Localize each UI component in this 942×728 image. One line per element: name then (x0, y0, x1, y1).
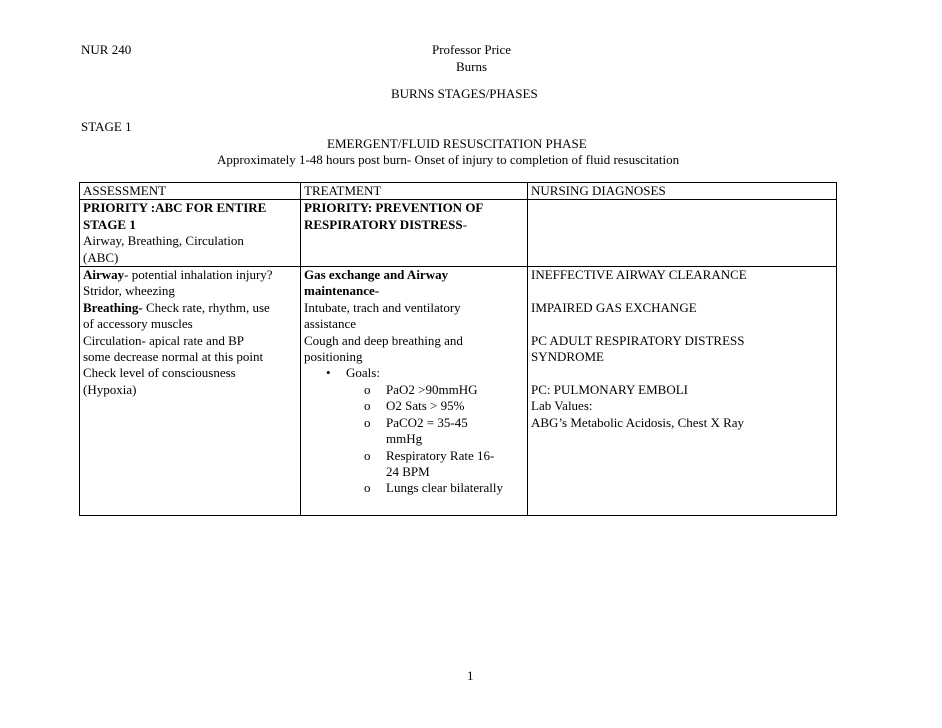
treatment-intubate-cont: assistance (304, 316, 356, 332)
hypoxia-text: (Hypoxia) (83, 381, 137, 397)
priority-treatment-suffix: - (462, 216, 467, 232)
priority-assessment-cell (80, 200, 301, 267)
circulation-text-cont: some decrease normal at this point (83, 349, 264, 365)
priority-treatment-heading-cont: RESPIRATORY DISTRESS (304, 216, 463, 232)
goal-item (304, 415, 524, 431)
airway-label: Airway (83, 267, 125, 283)
goal-paco2: PaCO2 = 35-45 (386, 414, 468, 430)
professor-name: Professor Price (432, 42, 512, 57)
goal-paco2-cont: mmHg (386, 431, 423, 447)
bullet-mark: • (326, 365, 331, 381)
stridor-text: Stridor, wheezing (83, 283, 175, 299)
priority-diagnoses-cell (528, 200, 837, 267)
goal-item (304, 480, 524, 496)
column-header-assessment: ASSESSMENT (80, 183, 301, 200)
priority-assessment-heading-cont: STAGE 1 (83, 216, 136, 232)
sub-bullet-mark: o (364, 447, 371, 463)
circulation-text: Circulation- apical rate and BP (83, 332, 245, 348)
treatment-cough: Cough and deep breathing and (304, 332, 463, 348)
breathing-text-cont: of accessory muscles (83, 316, 193, 332)
treatment-detail-cell (301, 267, 528, 516)
priority-treatment-cell (301, 200, 528, 267)
goal-respiratory-rate-cont: 24 BPM (386, 463, 430, 479)
goals-list-item (304, 365, 524, 381)
breathing-label: Breathing- (83, 299, 143, 315)
goal-item (304, 382, 524, 398)
treatment-intubate: Intubate, trach and ventilatory (304, 299, 461, 315)
sub-bullet-mark: o (364, 398, 371, 414)
course-code: NUR 240 (81, 42, 132, 57)
burns-stage-table (79, 182, 837, 516)
goal-respiratory-rate: Respiratory Rate 16- (386, 447, 495, 463)
sub-bullet-mark: o (364, 381, 371, 397)
priority-assessment-text-cont: (ABC) (83, 249, 119, 265)
diagnosis-ards: PC ADULT RESPIRATORY DISTRESS (531, 332, 745, 348)
gas-exchange-heading-cont: maintenance- (304, 283, 380, 299)
priority-treatment-heading: PRIORITY: PREVENTION OF (304, 200, 484, 216)
lab-values-text: ABG’s Metabolic Acidosis, Chest X Ray (531, 414, 745, 430)
goal-lungs-clear: Lungs clear bilaterally (386, 480, 503, 496)
diagnosis-airway-clearance: INEFFECTIVE AIRWAY CLEARANCE (531, 267, 747, 283)
assessment-detail-cell (80, 267, 301, 516)
treatment-cough-cont: positioning (304, 349, 363, 365)
priority-assessment-heading: PRIORITY :ABC FOR ENTIRE (83, 200, 267, 216)
airway-text: - potential inhalation injury? (124, 267, 273, 283)
column-header-treatment: TREATMENT (301, 183, 528, 200)
goal-o2-sats: O2 Sats > 95% (386, 398, 465, 414)
priority-row (80, 200, 837, 267)
goal-item (304, 448, 524, 464)
consciousness-text: Check level of consciousness (83, 365, 236, 381)
goal-item (304, 398, 524, 414)
priority-assessment-text: Airway, Breathing, Circulation (83, 233, 244, 249)
diagnoses-detail-cell (528, 267, 837, 516)
phase-title: EMERGENT/FLUID RESUSCITATION PHASE (327, 136, 587, 151)
table-header-row (80, 183, 837, 200)
diagnosis-gas-exchange: IMPAIRED GAS EXCHANGE (531, 299, 697, 315)
detail-row (80, 267, 837, 516)
gas-exchange-heading: Gas exchange and Airway (304, 267, 449, 283)
document-title: BURNS STAGES/PHASES (391, 86, 538, 101)
diagnosis-pulmonary-emboli: PC: PULMONARY EMBOLI (531, 381, 688, 397)
column-header-nursing-diagnoses: NURSING DIAGNOSES (528, 183, 837, 200)
diagnosis-ards-cont: SYNDROME (531, 349, 604, 365)
lab-values-label: Lab Values: (531, 398, 593, 414)
page-number: 1 (467, 668, 474, 683)
phase-timeframe: Approximately 1-48 hours post burn- Onset of injury to completion of fluid resuscitation (217, 152, 680, 167)
stage-label: STAGE 1 (81, 119, 132, 134)
goal-pao2: PaO2 >90mmHG (386, 381, 478, 397)
topic-label: Burns (456, 59, 488, 74)
sub-bullet-mark: o (364, 480, 371, 496)
goals-label: Goals: (346, 365, 380, 381)
breathing-text: Check rate, rhythm, use (142, 299, 270, 315)
sub-bullet-mark: o (364, 414, 371, 430)
